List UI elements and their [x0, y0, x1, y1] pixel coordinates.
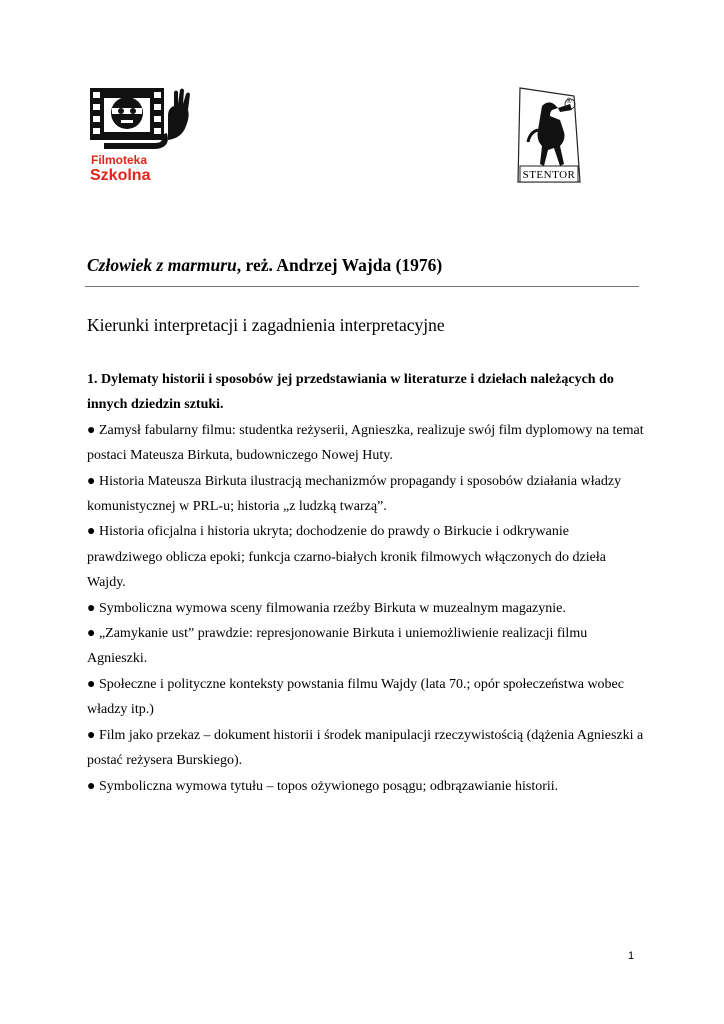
interpretation-section [87, 367, 647, 799]
list-item: ● Zamysł fabularny filmu: studentka reżyserii, Agnieszka, realizuje swój film dyplomowy na temat postaci Mateusza Birkuta, budowniczego Nowej Huty. [87, 422, 644, 464]
film-title: Człowiek z marmuru [87, 255, 237, 275]
list-item: ● Film jako przekaz – dokument historii i środek manipulacji rzeczywistością (dążenia Agnieszki a postać reżysera Burskiego). [87, 727, 644, 769]
list-item: ● Społeczne i polityczne konteksty powstania filmu Wajdy (lata 70.; opór społeczeństwa wobec władzy itp.) [87, 676, 624, 718]
szkolna-label: Szkolna [90, 167, 151, 184]
stentor-logo [514, 86, 584, 186]
registered-mark: ® [566, 98, 572, 105]
list-item: ● Symboliczna wymowa sceny filmowania rzeźby Birkuta w muzealnym magazynie. [87, 600, 566, 616]
list-item: ● „Zamykanie ust” prawdzie: represjonowanie Birkuta i uniemożliwienie realizacji filmu Agnieszki. [87, 626, 588, 667]
film-strip-icon [84, 86, 194, 152]
page-number: 1 [628, 950, 635, 962]
filmoteka-label: Filmoteka [91, 153, 148, 167]
stentor-label: STENTOR [522, 169, 576, 181]
director-year: , reż. Andrzej Wajda (1976) [236, 255, 443, 275]
section-heading: 1. Dylematy historii i sposobów jej przedstawiania w literaturze i dziełach należących do innych dziedzin sztuki. [87, 372, 614, 413]
title-divider [85, 286, 639, 287]
section-subtitle: Kierunki interpretacji i zagadnienia interpretacyjne [87, 315, 445, 335]
list-item: ● Historia Mateusza Birkuta ilustracją mechanizmów propagandy i sposobów działania władzy komunistycznej w PRL-u; historia „z ludzką twarzą”. [87, 473, 622, 515]
filmoteka-szkolna-logo [84, 86, 194, 196]
page-title [87, 255, 442, 276]
list-item: ● Symboliczna wymowa tytułu – topos ożywionego posągu; odbrązawianie historii. [87, 778, 559, 794]
list-item: ● Historia oficjalna i historia ukryta; dochodzenie do prawdy o Birkucie i odkrywanie prawdziwego oblicza epoki; funkcja czarno-białych kronik filmowych włączonych do dzieła Wajdy. [87, 524, 606, 591]
